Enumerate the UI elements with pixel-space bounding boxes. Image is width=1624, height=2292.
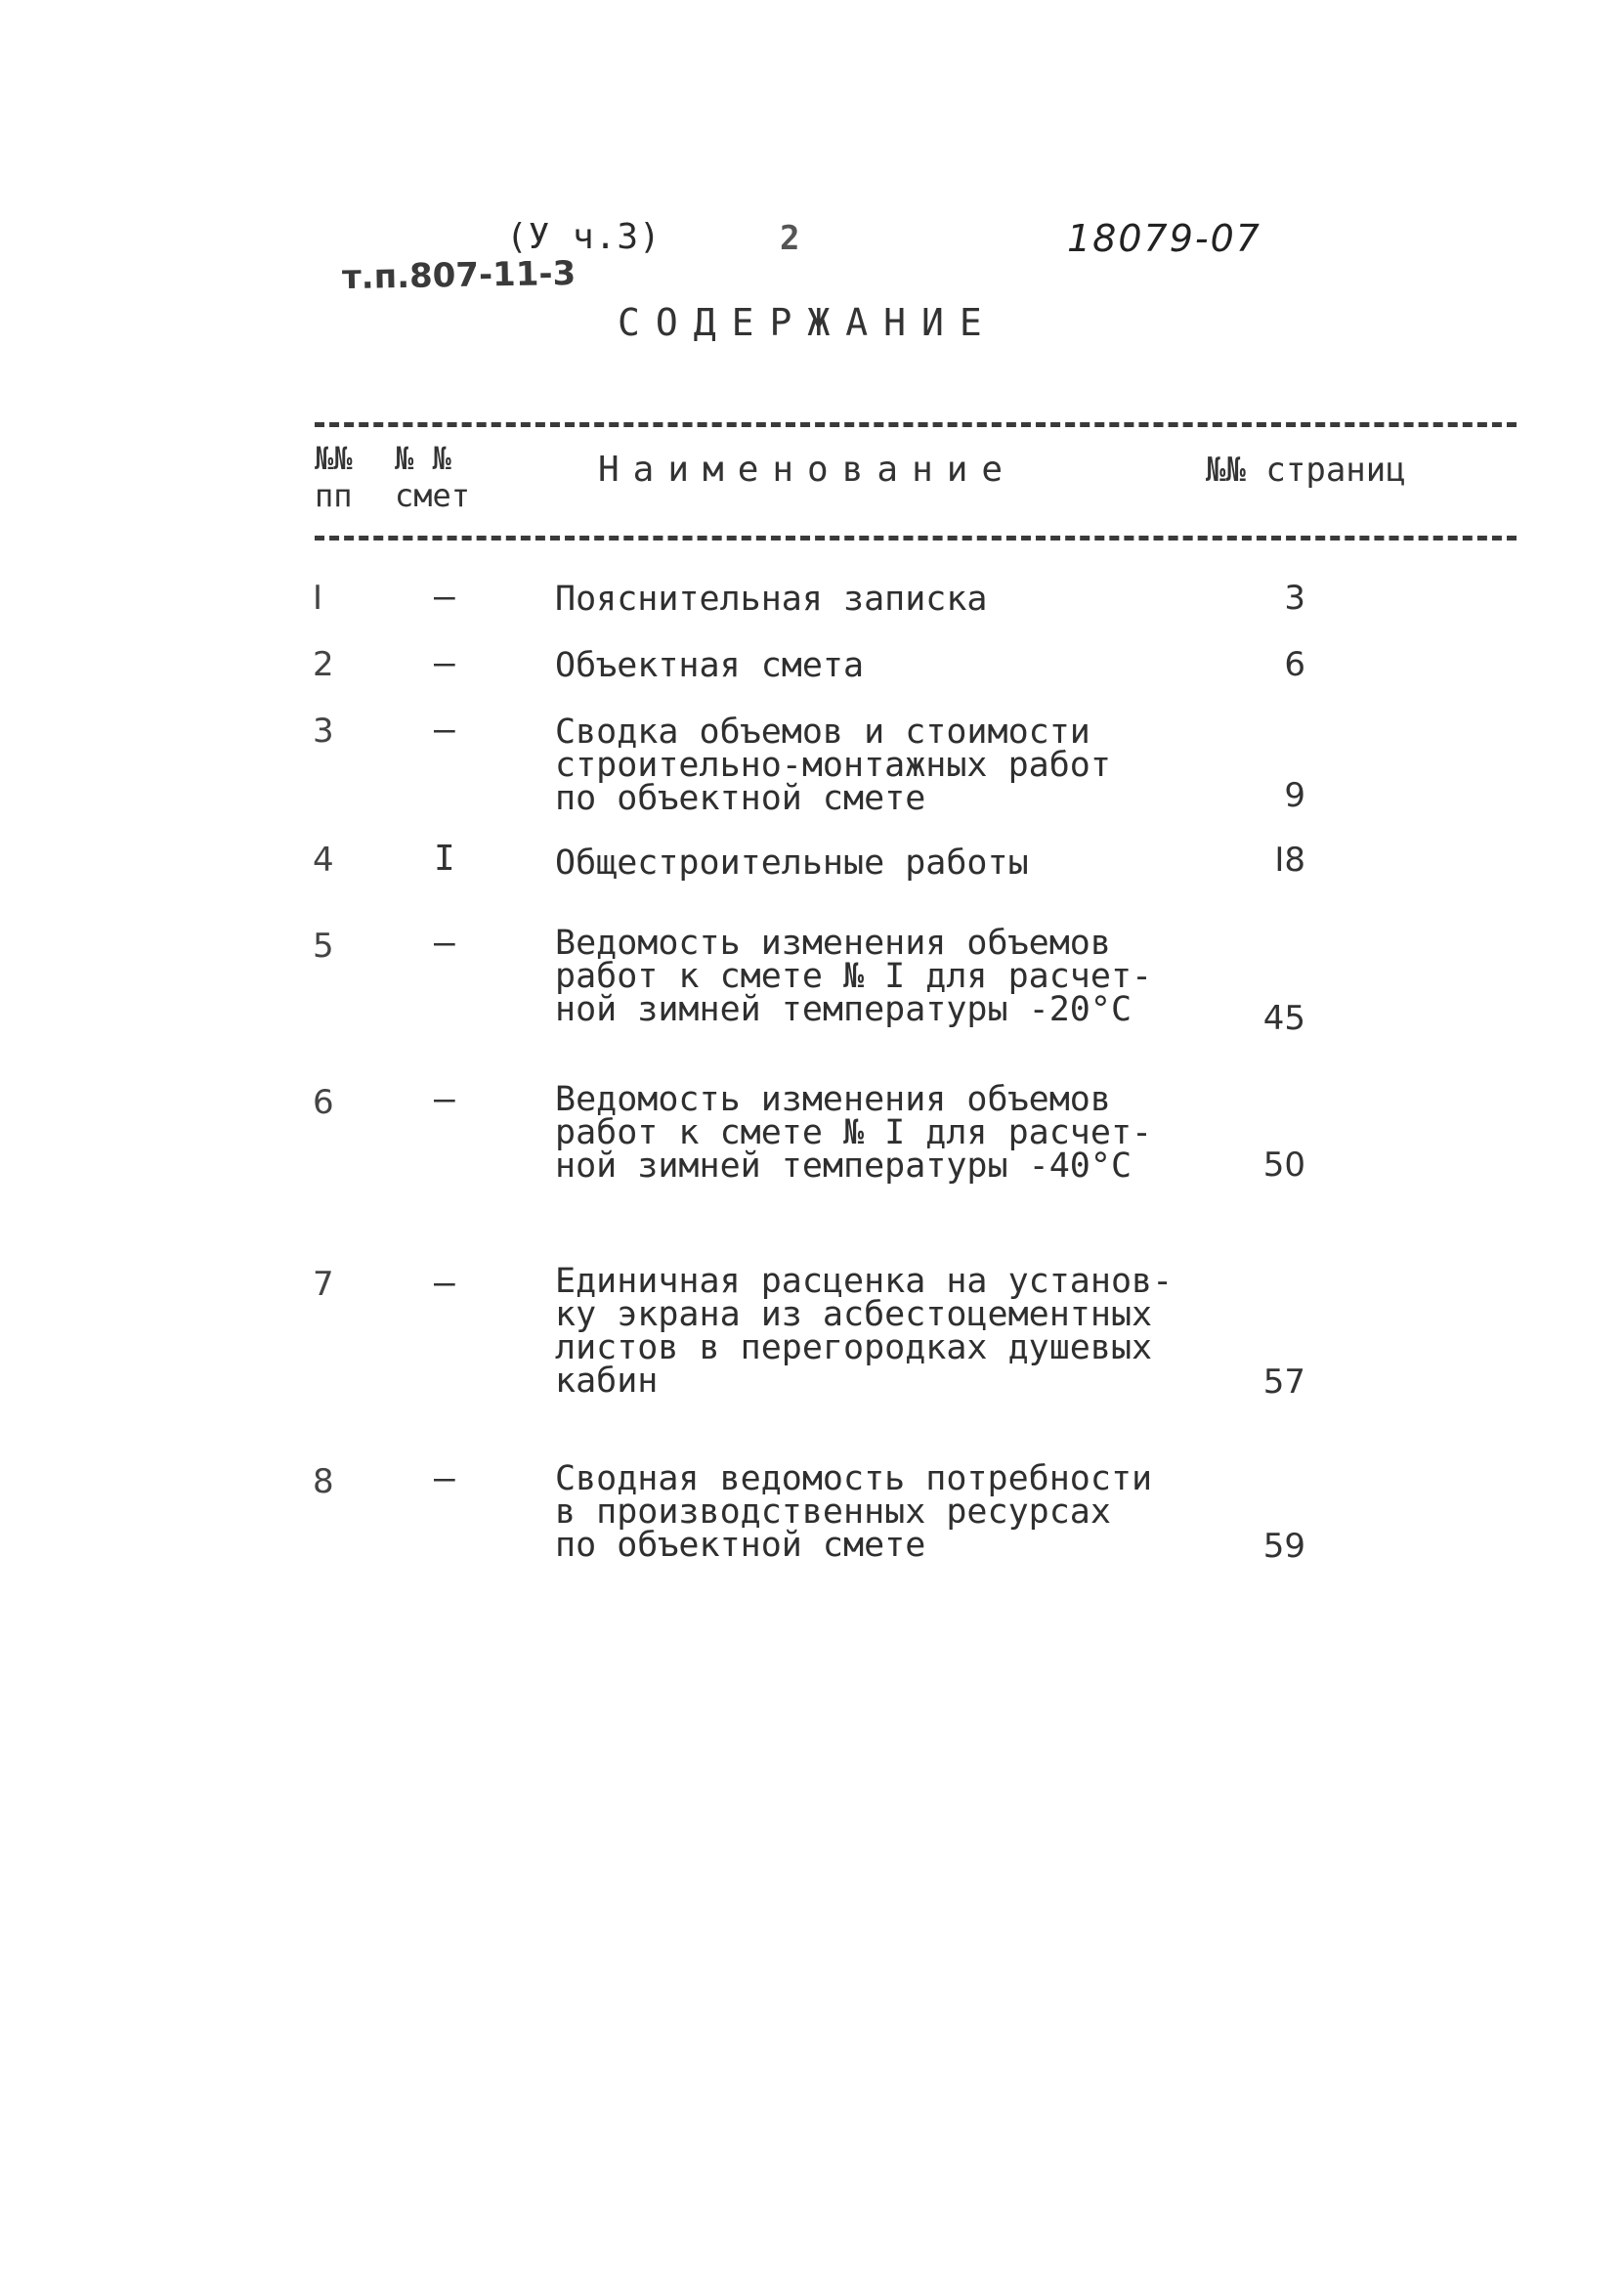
entry-estimate-number: – bbox=[434, 577, 455, 617]
entry-page: 6 bbox=[1284, 645, 1305, 684]
entry-number: 8 bbox=[313, 1462, 334, 1501]
column-header-smet-line2: смет bbox=[395, 477, 471, 514]
project-code: т.п.807-11-3 bbox=[341, 253, 577, 298]
entry-name: Сводка объемов и стоимости строительно-монтажных работ по объектной смете bbox=[555, 713, 1111, 818]
entry-name: Ведомость изменения объемов работ к смете № I для расчет- ной зимней температуры -40°С bbox=[555, 1080, 1153, 1186]
entry-page: 59 bbox=[1262, 1527, 1305, 1566]
top-dashed-rule bbox=[315, 422, 1517, 427]
entry-page: 3 bbox=[1284, 579, 1305, 618]
entry-page: I8 bbox=[1274, 841, 1305, 880]
entry-estimate-number: – bbox=[434, 1458, 455, 1498]
column-header-pp-line2: пп bbox=[315, 477, 353, 514]
sheet-part-label: (У ч.3) bbox=[506, 217, 662, 257]
entry-number: 4 bbox=[313, 841, 334, 880]
entry-number: 6 bbox=[313, 1083, 334, 1122]
entry-name: Общестроительные работы bbox=[555, 843, 1029, 883]
entry-name: Единичная расценка на установ- ку экрана из асбестоцементных листов в перегородках душевых кабин bbox=[555, 1262, 1174, 1401]
entry-number: 5 bbox=[313, 927, 334, 966]
entry-estimate-number: – bbox=[434, 643, 455, 683]
column-header-smet bbox=[395, 440, 470, 514]
entry-name: Объектная смета bbox=[555, 646, 865, 685]
document-code: 18079-07 bbox=[1067, 217, 1261, 260]
entry-number: 3 bbox=[313, 712, 334, 751]
column-header-pages: №№ страниц bbox=[1206, 451, 1406, 490]
page-title: СОДЕРЖАНИЕ bbox=[618, 301, 998, 344]
entry-name: Пояснительная записка bbox=[555, 580, 988, 619]
entry-name: Ведомость изменения объемов работ к смете № I для расчет- ной зимней температуры -20°С bbox=[555, 924, 1153, 1029]
entry-page: 57 bbox=[1262, 1362, 1305, 1402]
entry-estimate-number: I bbox=[434, 839, 455, 879]
entry-page: 9 bbox=[1284, 776, 1305, 815]
page-number: 2 bbox=[780, 219, 800, 258]
entry-number: I bbox=[313, 579, 323, 618]
entry-estimate-number: – bbox=[434, 1263, 455, 1303]
column-header-pp bbox=[315, 440, 353, 514]
entry-estimate-number: – bbox=[434, 1079, 455, 1119]
entry-estimate-number: – bbox=[434, 923, 455, 963]
entry-name: Сводная ведомость потребности в производственных ресурсах по объектной смете bbox=[555, 1459, 1153, 1565]
column-header-smet-line1: № № bbox=[395, 440, 451, 477]
column-header-name: Наименование bbox=[598, 450, 1017, 490]
entry-number: 2 bbox=[313, 645, 334, 684]
entry-page: 45 bbox=[1262, 999, 1305, 1038]
bottom-dashed-rule bbox=[315, 536, 1517, 541]
column-header-pp-line1: №№ bbox=[315, 440, 353, 477]
entry-number: 7 bbox=[313, 1265, 334, 1304]
entry-estimate-number: – bbox=[434, 710, 455, 750]
entry-page: 50 bbox=[1262, 1146, 1305, 1185]
